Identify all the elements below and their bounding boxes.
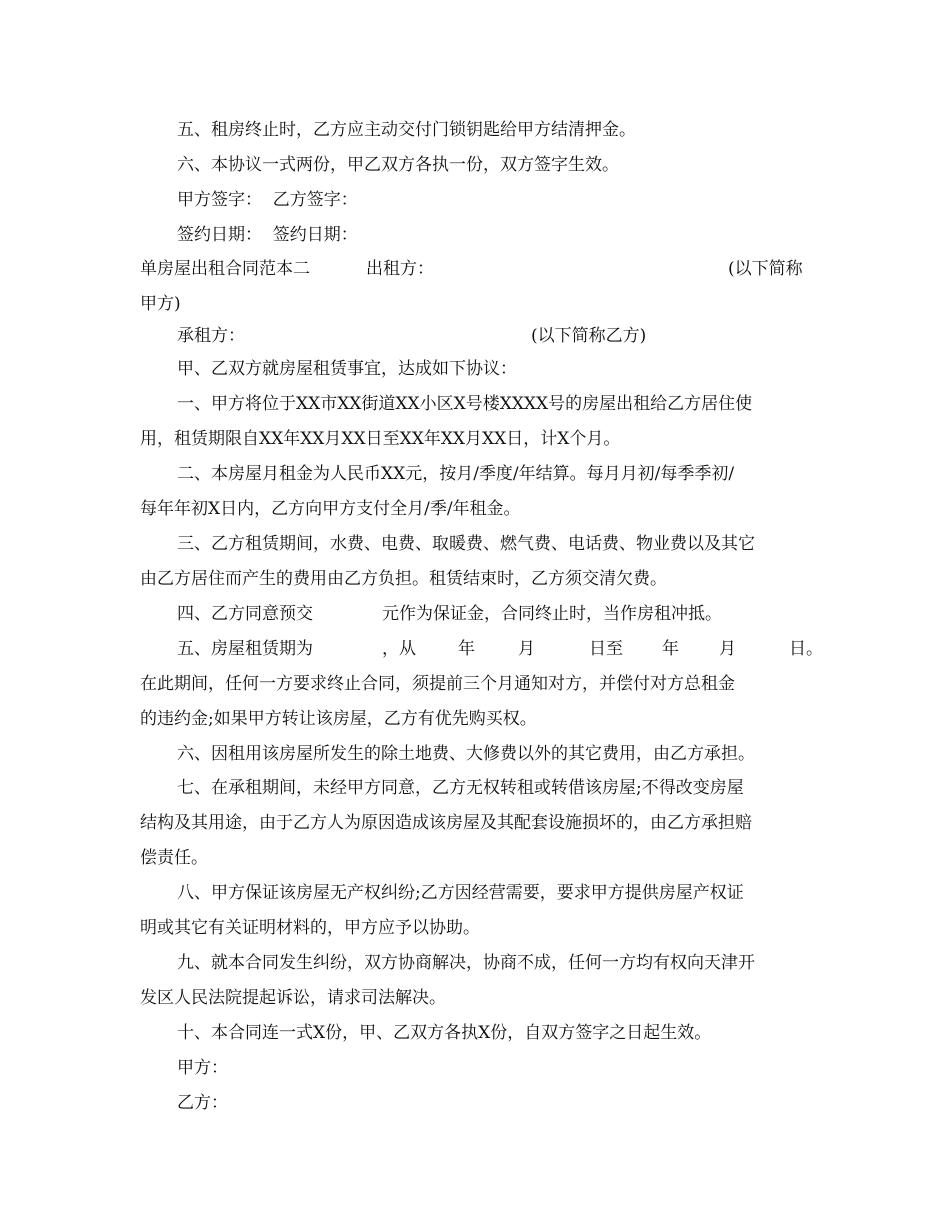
clause-7-line-2: 结构及其用途，由于乙方人为原因造成该房屋及其配套设施损坏的，由乙方承担赔 <box>140 813 752 833</box>
signature-line: 甲方签字： 乙方签字： <box>177 190 358 210</box>
lessor-label: 出租方： <box>366 259 434 279</box>
lessee-label: 承租方： <box>177 326 245 346</box>
clause-5-day-to: 日至 <box>589 639 623 659</box>
clause-5-line-2: 在此期间，任何一方要求终止合同，须提前三个月通知对方，并偿付对方总租金 <box>140 674 735 694</box>
clause-5-year-2: 年 <box>662 639 679 659</box>
clause-6-other-fees: 六、因租用该房屋所发生的除土地费、大修费以外的其它费用，由乙方承担。 <box>177 744 755 764</box>
clause-6-copies: 六、本协议一式两份，甲乙双方各执一份，双方签字生效。 <box>177 155 619 175</box>
clause-5-line-3: 的违约金;如果甲方转让该房屋，乙方有优先购买权。 <box>140 709 537 729</box>
clause-5-termination: 五、租房终止时，乙方应主动交付门锁钥匙给甲方结清押金。 <box>177 120 636 140</box>
clause-5-day-end: 日。 <box>789 639 823 659</box>
clause-4-part-2: 元作为保证金，合同终止时，当作房租冲抵。 <box>382 604 722 624</box>
clause-8-line-2: 明或其它有关证明材料的，甲方应予以协助。 <box>140 918 480 938</box>
clause-1-line-1: 一、甲方将位于XX市XX街道XX小区X号楼XXXX号的房屋出租给乙方居住使 <box>177 394 753 414</box>
clause-5-month-1: 月 <box>518 639 535 659</box>
clause-9-line-1: 九、就本合同发生纠纷，双方协商解决，协商不成，任何一方均有权向天津开 <box>177 953 755 973</box>
lessee-abbrev: (以下简称乙方) <box>531 326 647 346</box>
clause-7-line-1: 七、在承租期间，未经甲方同意，乙方无权转租或转借该房屋;不得改变房屋 <box>177 778 744 798</box>
clause-5-month-2: 月 <box>719 639 736 659</box>
clause-4-part-1: 四、乙方同意预交 <box>177 604 313 624</box>
clause-2-line-2: 每年年初X日内，乙方向甲方支付全月/季/年租金。 <box>140 499 521 519</box>
clause-2-line-1: 二、本房屋月租金为人民币XX元，按月/季度/年结算。每月月初/每季季初/ <box>177 464 735 484</box>
clause-7-line-3: 偿责任。 <box>140 848 208 868</box>
clause-5-year-1: 年 <box>458 639 475 659</box>
clause-1-line-2: 用，租赁期限自XX年XX月XX日至XX年XX月XX日，计X个月。 <box>140 429 621 449</box>
party-a-signature: 甲方： <box>177 1058 228 1078</box>
contract-title: 单房屋出租合同范本二 <box>140 259 310 279</box>
clause-3-line-1: 三、乙方租赁期间，水费、电费、取暖费、燃气费、电话费、物业费以及其它 <box>177 534 755 554</box>
clause-8-line-1: 八、甲方保证该房屋无产权纠纷;乙方因经营需要，要求甲方提供房屋产权证 <box>177 883 744 903</box>
clause-5-from: ，从 <box>382 639 416 659</box>
lessor-abbrev: (以下简称 <box>728 259 803 279</box>
clause-5-lease-term: 五、房屋租赁期为 <box>177 639 313 659</box>
clause-9-line-2: 发区人民法院提起诉讼，请求司法解决。 <box>140 988 446 1008</box>
date-line: 签约日期： 签约日期： <box>177 225 358 245</box>
party-b-signature: 乙方： <box>177 1093 228 1113</box>
clause-3-line-2: 由乙方居住而产生的费用由乙方负担。租赁结束时，乙方须交清欠费。 <box>140 569 667 589</box>
clause-10: 十、本合同连一式X份，甲、乙双方各执X份，自双方签字之日起生效。 <box>177 1023 712 1043</box>
agreement-intro: 甲、乙双方就房屋租赁事宜，达成如下协议： <box>177 359 517 379</box>
lessor-abbrev-cont: 甲方) <box>140 294 181 314</box>
